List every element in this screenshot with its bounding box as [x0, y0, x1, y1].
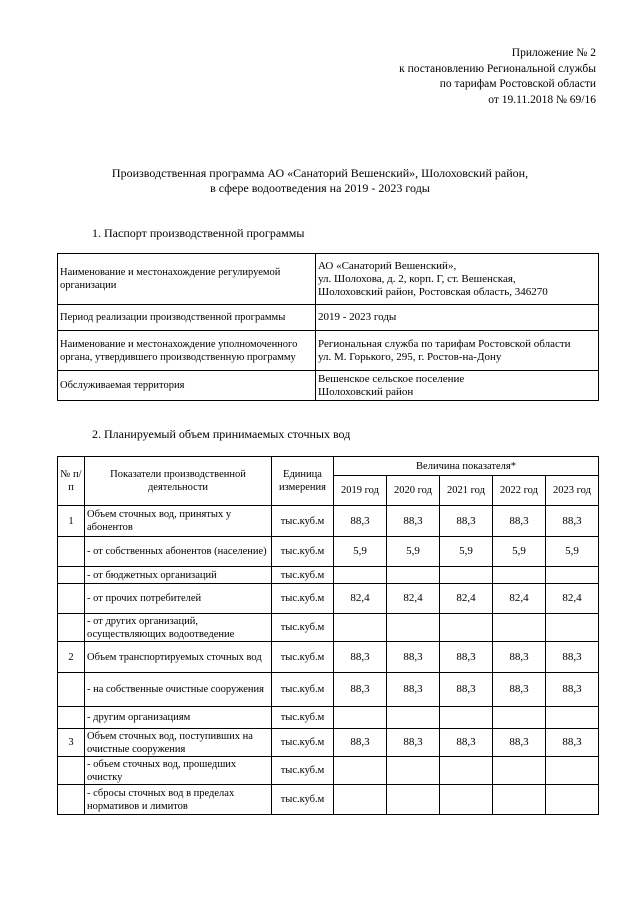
title-line: в сфере водоотведения на 2019 - 2023 годы [210, 181, 430, 195]
table-row [58, 707, 599, 729]
row-label: - объем сточных вод, прошедших очистку [85, 757, 272, 785]
row-value: 5,9 [387, 537, 440, 567]
header-unit: Единица измерения [272, 457, 334, 506]
row-value: 5,9 [493, 537, 546, 567]
header-year: 2023 год [546, 476, 599, 506]
row-unit: тыс.куб.м [272, 757, 334, 785]
row-unit: тыс.куб.м [272, 673, 334, 707]
row-unit: тыс.куб.м [272, 707, 334, 729]
table-row [58, 757, 599, 785]
table-row [58, 506, 599, 537]
row-value [334, 614, 387, 642]
table-row [58, 584, 599, 614]
row-value [493, 785, 546, 815]
section1-heading: 1. Паспорт производственной программы [92, 226, 305, 240]
row-value: 82,4 [334, 584, 387, 614]
row-unit: тыс.куб.м [272, 537, 334, 567]
row-value [493, 707, 546, 729]
passport-value: 2019 - 2023 годы [316, 305, 599, 331]
header-year: 2020 год [387, 476, 440, 506]
row-value: 88,3 [440, 729, 493, 757]
passport-label: Обслуживаемая территория [58, 371, 316, 401]
row-unit: тыс.куб.м [272, 584, 334, 614]
row-num [58, 584, 85, 614]
document-title [0, 166, 640, 196]
row-label: Объем транспортируемых сточных вод [85, 642, 272, 673]
table-row [58, 537, 599, 567]
row-value [440, 707, 493, 729]
row-label: - от собственных абонентов (население) [85, 537, 272, 567]
row-value [440, 785, 493, 815]
row-label: - сбросы сточных вод в пределах нормативов и лимитов [85, 785, 272, 815]
row-label: - от прочих потребителей [85, 584, 272, 614]
row-value [387, 567, 440, 584]
row-value [387, 757, 440, 785]
appendix-line: от 19.11.2018 № 69/16 [488, 93, 596, 106]
row-value: 88,3 [334, 642, 387, 673]
row-unit: тыс.куб.м [272, 785, 334, 815]
header-year: 2021 год [440, 476, 493, 506]
row-value: 88,3 [546, 673, 599, 707]
row-value: 88,3 [387, 673, 440, 707]
appendix-line: Приложение № 2 [511, 47, 596, 59]
header-year: 2022 год [493, 476, 546, 506]
row-num: 2 [58, 642, 85, 673]
passport-label: Период реализации производственной программы [58, 305, 316, 331]
header-value-group: Величина показателя* [334, 457, 599, 476]
row-label: - от других организаций, осуществляющих водоотведение [85, 614, 272, 642]
passport-label: Наименование и местонахождение уполномоченного органа, утвердившего производственную программу [58, 331, 316, 371]
row-unit: тыс.куб.м [272, 729, 334, 757]
title-line: Производственная программа АО «Санаторий Вешенский», Шолоховский район, [111, 166, 529, 180]
row-unit: тыс.куб.м [272, 506, 334, 537]
row-label: Объем сточных вод, принятых у абонентов [85, 506, 272, 537]
row-label: - на собственные очистные сооружения [85, 673, 272, 707]
table-row [58, 567, 599, 584]
row-unit: тыс.куб.м [272, 642, 334, 673]
row-num [58, 757, 85, 785]
table-row [58, 729, 599, 757]
row-unit: тыс.куб.м [272, 614, 334, 642]
row-label: - от бюджетных организаций [85, 567, 272, 584]
row-value: 88,3 [493, 642, 546, 673]
header-year: 2019 год [334, 476, 387, 506]
appendix-line: по тарифам Ростовской области [439, 78, 596, 90]
row-value: 88,3 [387, 506, 440, 537]
row-value: 88,3 [493, 673, 546, 707]
passport-value: Вешенское сельское поселение Шолоховский район [316, 371, 599, 401]
row-value: 88,3 [493, 506, 546, 537]
table-row [58, 642, 599, 673]
row-value: 88,3 [440, 673, 493, 707]
row-value [493, 567, 546, 584]
passport-row [58, 305, 599, 331]
row-value [440, 614, 493, 642]
row-value [493, 614, 546, 642]
passport-label: Наименование и местонахождение регулируемой организации [58, 254, 316, 305]
header-indicator: Показатели производственной деятельности [85, 457, 272, 506]
row-value: 88,3 [493, 729, 546, 757]
volumes-header-row [58, 457, 599, 476]
row-value [546, 614, 599, 642]
row-value [493, 757, 546, 785]
row-value: 82,4 [387, 584, 440, 614]
row-unit: тыс.куб.м [272, 567, 334, 584]
row-label: Объем сточных вод, поступивших на очистные сооружения [85, 729, 272, 757]
row-value [546, 785, 599, 815]
volumes-table [57, 456, 599, 815]
row-num [58, 785, 85, 815]
row-value [334, 757, 387, 785]
header-num: № п/п [58, 457, 85, 506]
row-value [546, 707, 599, 729]
row-value [440, 567, 493, 584]
row-value: 82,4 [440, 584, 493, 614]
row-value [440, 757, 493, 785]
appendix-block [399, 46, 596, 108]
passport-value: Региональная служба по тарифам Ростовской области ул. М. Горького, 295, г. Ростов-на-Дону [316, 331, 599, 371]
row-value: 88,3 [440, 642, 493, 673]
row-value: 88,3 [546, 642, 599, 673]
row-value [334, 707, 387, 729]
row-value: 88,3 [546, 729, 599, 757]
row-num [58, 707, 85, 729]
passport-row [58, 331, 599, 371]
passport-row [58, 254, 599, 305]
row-num [58, 673, 85, 707]
row-num [58, 567, 85, 584]
row-num [58, 537, 85, 567]
passport-row [58, 371, 599, 401]
row-value: 88,3 [387, 642, 440, 673]
table-row [58, 673, 599, 707]
section2-heading: 2. Планируемый объем принимаемых сточных вод [92, 427, 351, 441]
row-num [58, 614, 85, 642]
row-value [387, 614, 440, 642]
row-value: 88,3 [440, 506, 493, 537]
row-value: 88,3 [334, 506, 387, 537]
row-value [334, 567, 387, 584]
passport-value: АО «Санаторий Вешенский», ул. Шолохова, д. 2, корп. Г, ст. Вешенская, Шолоховский район, Ростовская область, 346270 [316, 254, 599, 305]
row-num: 1 [58, 506, 85, 537]
row-num: 3 [58, 729, 85, 757]
row-value: 82,4 [546, 584, 599, 614]
appendix-line: к постановлению Региональной службы [399, 62, 596, 75]
row-value: 88,3 [546, 506, 599, 537]
row-value [387, 707, 440, 729]
row-value [546, 567, 599, 584]
passport-table [57, 253, 599, 401]
table-row [58, 614, 599, 642]
row-value [387, 785, 440, 815]
row-value [334, 785, 387, 815]
row-value: 88,3 [387, 729, 440, 757]
row-value: 82,4 [493, 584, 546, 614]
row-label: - другим организациям [85, 707, 272, 729]
row-value: 5,9 [546, 537, 599, 567]
row-value: 88,3 [334, 729, 387, 757]
row-value [546, 757, 599, 785]
table-row [58, 785, 599, 815]
row-value: 5,9 [334, 537, 387, 567]
row-value: 5,9 [440, 537, 493, 567]
row-value: 88,3 [334, 673, 387, 707]
